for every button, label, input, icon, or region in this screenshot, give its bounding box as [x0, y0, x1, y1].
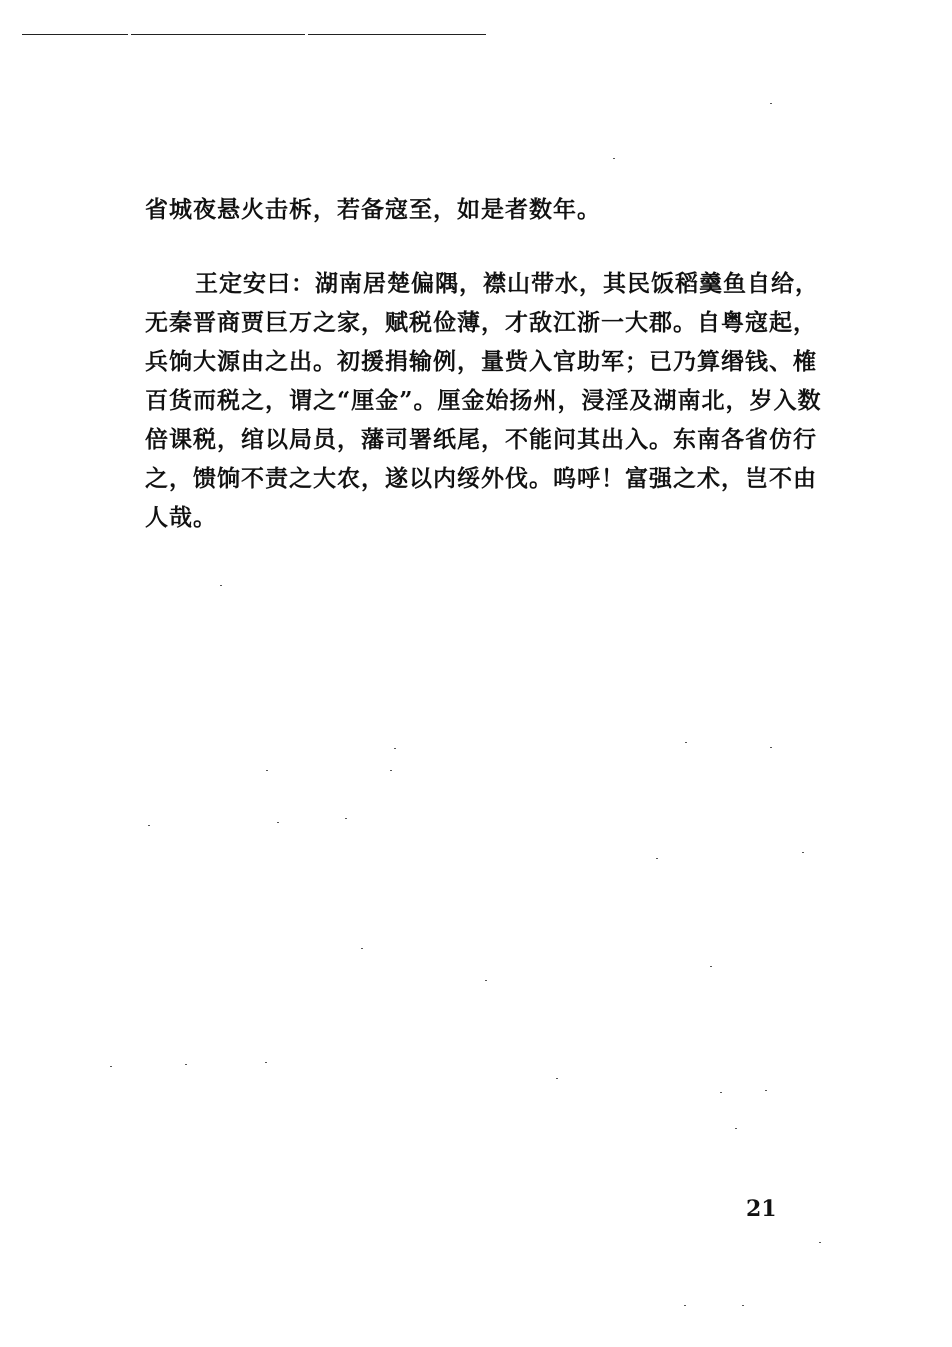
scan-speck: [742, 1305, 744, 1306]
header-rule-left: [22, 34, 128, 35]
scan-speck: [770, 747, 772, 748]
scan-speck: [485, 980, 487, 981]
scan-speck: [185, 1064, 187, 1065]
scan-speck: [802, 852, 804, 853]
scan-speck: [110, 1066, 112, 1067]
scan-speck: [345, 818, 347, 819]
scan-speck: [770, 103, 772, 104]
scan-speck: [556, 1078, 558, 1079]
header-rule-middle: [131, 34, 305, 35]
scan-speck: [765, 1090, 767, 1091]
paragraph-line: 兵饷大源由之出。初援捐输例，量赀入官助军；已乃算缗钱、榷: [145, 348, 817, 375]
paragraph-line: 王定安曰：湖南居楚偏隅，襟山带水，其民饭稻羹鱼自给，: [195, 270, 819, 297]
paragraph-line: 人哉。: [145, 504, 217, 531]
scan-speck: [277, 822, 279, 823]
continuation-paragraph: [145, 190, 835, 229]
scan-speck: [613, 158, 615, 159]
scan-speck: [685, 742, 687, 743]
paragraph-line: 无秦晋商贾巨万之家，赋税俭薄，才敌江浙一大郡。自粤寇起，: [145, 309, 817, 336]
scan-speck: [265, 1062, 267, 1063]
paragraph-line: 百货而税之，谓之“厘金”。厘金始扬州，浸淫及湖南北，岁入数: [145, 387, 822, 414]
scan-speck: [819, 1242, 821, 1243]
scan-speck: [710, 966, 712, 967]
scan-speck: [361, 948, 363, 949]
continuation-line: 省城夜悬火击柝，若备寇至，如是者数年。: [145, 196, 601, 223]
scan-speck: [735, 1128, 737, 1129]
scan-speck: [148, 825, 150, 826]
scan-speck: [394, 748, 396, 749]
paragraph-line: 之，馈饷不责之大农，遂以内绥外伐。呜呼！富强之术，岂不由: [145, 465, 817, 492]
scan-speck: [390, 770, 392, 771]
page-number: 21: [746, 1196, 777, 1222]
header-rule-right: [308, 34, 486, 35]
main-paragraph: [145, 264, 835, 537]
scan-speck: [684, 1305, 686, 1306]
scan-speck: [720, 1092, 722, 1093]
scan-speck: [266, 770, 268, 771]
scan-speck: [220, 585, 222, 586]
paragraph-line: 倍课税，绾以局员，藩司署纸尾，不能问其出入。东南各省仿行: [145, 426, 817, 453]
scan-speck: [656, 858, 658, 859]
